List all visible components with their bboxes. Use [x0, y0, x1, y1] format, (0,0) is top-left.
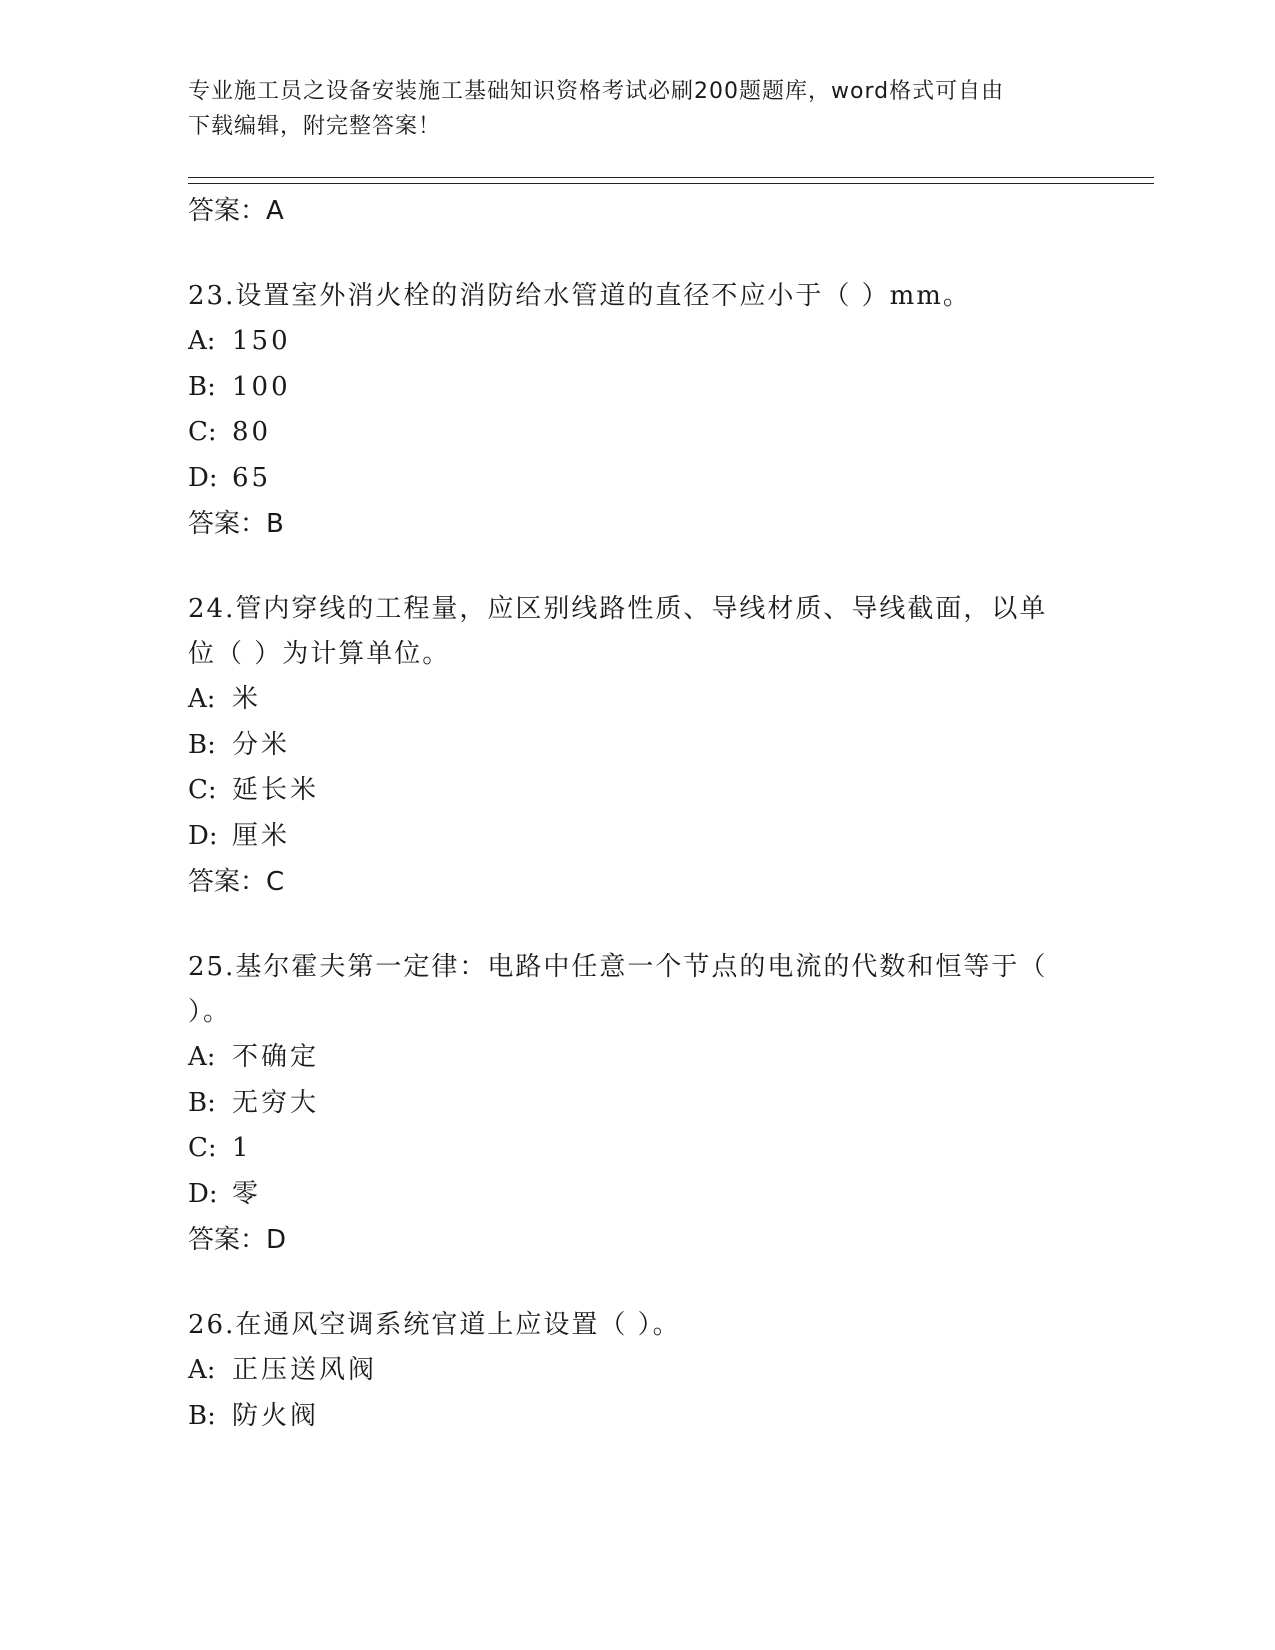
option-row [188, 768, 1088, 814]
answer-label: 答案： [188, 509, 267, 539]
question-line: 26.在通风空调系统官道上应设置（ ）。 [188, 1310, 681, 1340]
question-block [188, 1303, 1088, 1439]
answer-value: D [266, 1225, 287, 1255]
question-line: 23.设置室外消火栓的消防给水管道的直径不应小于（ ）mm。 [188, 281, 971, 311]
option-row [188, 365, 1088, 411]
option-text: 1 [232, 1133, 252, 1163]
question-line: 24.管内穿线的工程量，应区别线路性质、导线材质、导线截面，以单 [188, 594, 1048, 624]
option-letter: C: [188, 775, 217, 805]
question-line: 位（ ）为计算单位。 [188, 639, 451, 669]
option-row [188, 723, 1088, 769]
header-line-2: 下载编辑，附完整答案！ [188, 114, 442, 139]
answer-line [188, 1217, 1088, 1263]
header-divider-top [188, 177, 1154, 178]
option-text: 厘米 [232, 820, 291, 851]
answer-label: 答案： [188, 867, 267, 897]
option-row [188, 1126, 1088, 1172]
option-text: 100 [232, 371, 291, 402]
option-letter: C: [188, 1133, 217, 1163]
option-row [188, 1348, 1088, 1394]
option-text: 延长米 [232, 775, 320, 805]
question-list [188, 188, 1088, 1439]
option-row [188, 1081, 1088, 1127]
option-text: 150 [232, 326, 291, 356]
header-line-1: 专业施工员之设备安装施工基础知识资格考试必刷200题题库，word格式可自由 [188, 79, 1005, 104]
option-letter: D: [188, 462, 218, 493]
option-text: 无穷大 [232, 1087, 320, 1118]
option-text: 分米 [232, 729, 291, 760]
option-letter: B: [188, 729, 216, 760]
option-row [188, 677, 1088, 723]
option-row [188, 319, 1088, 365]
answer-line [188, 501, 1088, 547]
option-letter: B: [188, 1400, 216, 1431]
option-text: 防火阀 [232, 1400, 320, 1431]
question-text [188, 945, 1088, 1035]
question-block [188, 945, 1088, 1263]
answer-line [188, 188, 1088, 234]
option-letter: A: [188, 326, 216, 356]
option-row [188, 456, 1088, 502]
option-letter: A: [188, 1355, 216, 1385]
option-row [188, 814, 1088, 860]
question-text [188, 587, 1088, 677]
option-letter: D: [188, 820, 218, 851]
option-text: 不确定 [232, 1042, 320, 1072]
option-row [188, 1394, 1088, 1440]
option-row [188, 1172, 1088, 1218]
question-block [188, 587, 1088, 905]
answer-label: 答案： [188, 196, 267, 226]
option-text: 米 [232, 684, 262, 714]
answer-line [188, 859, 1088, 905]
option-letter: A: [188, 1042, 216, 1072]
question-block [188, 274, 1088, 547]
question-line: 25.基尔霍夫第一定律：电路中任意一个节点的电流的代数和恒等于（ [188, 952, 1048, 982]
option-text: 零 [232, 1178, 262, 1209]
option-row [188, 1035, 1088, 1081]
answer-value: B [266, 509, 284, 539]
answer-value: A [266, 196, 284, 226]
option-text: 80 [232, 417, 272, 447]
option-letter: A: [188, 684, 216, 714]
option-letter: B: [188, 371, 216, 402]
option-row [188, 410, 1088, 456]
option-text: 正压送风阀 [232, 1355, 378, 1385]
question-line: ）。 [188, 997, 232, 1027]
option-text: 65 [232, 462, 272, 493]
question-text [188, 1303, 1088, 1348]
header-divider-bottom [188, 183, 1154, 184]
option-letter: B: [188, 1087, 216, 1118]
questions-container [188, 274, 1088, 1439]
answer-label: 答案： [188, 1225, 267, 1255]
answer-value: C [266, 867, 285, 897]
option-letter: D: [188, 1178, 218, 1209]
document-header [188, 74, 1068, 144]
question-text [188, 274, 1088, 319]
option-letter: C: [188, 417, 217, 447]
